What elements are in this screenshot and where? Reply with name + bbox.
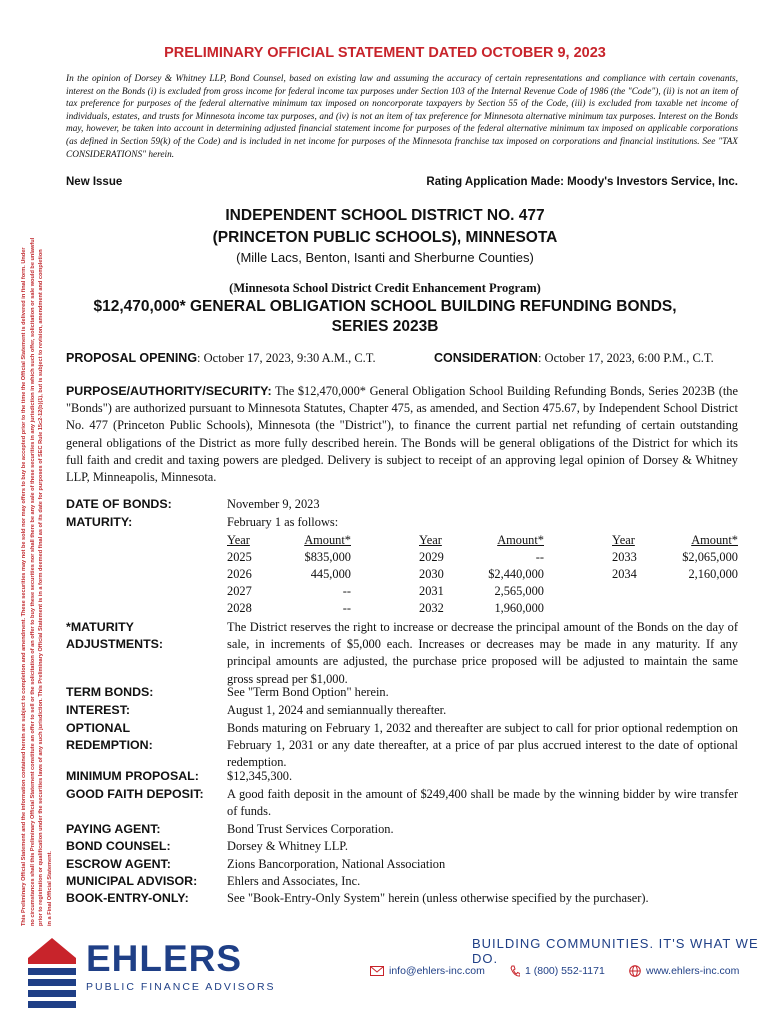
purpose-label: PURPOSE/AUTHORITY/SECURITY: <box>66 384 272 398</box>
maturity-amount: 2,160,000 <box>688 567 738 581</box>
maturity-year: 2026 <box>227 567 252 581</box>
redemption-label <box>66 720 153 754</box>
adjustments-value: The District reserves the right to increase or decrease the principal amount of the Bonds on the day of sale, in increments of $5,000 each. Increases or decreases may be made in any maturity. If any principal amounts are adjusted, the purchase price proposed will be adjusted to maintain the same gross spread per $1,000. <box>227 620 738 686</box>
maturity-amount: $2,440,000 <box>488 567 544 581</box>
bonds-title-line2: SERIES 2023B <box>331 318 439 335</box>
book-entry-value: See "Book-Entry-Only System" herein (unless otherwise specified by the purchaser). <box>227 891 649 905</box>
issue-row <box>66 176 738 188</box>
amount-header: Amount* <box>304 533 351 547</box>
interest-value: August 1, 2024 and semiannually thereafter. <box>227 703 447 717</box>
consideration-value: : October 17, 2023, 6:00 P.M., C.T. <box>537 351 714 365</box>
phone-icon <box>510 965 520 977</box>
tax-opinion: In the opinion of Dorsey & Whitney LLP, Bond Counsel, based on existing law and assuming the accuracy of certain representations and compliance with certain covenants, interest on the Bonds (i) is excluded from gross income for federal income tax purposes under Section 103 of the Internal Revenue Code of 1986 (the "Code"), (ii) is not an item of tax preference for purposes of the federal alternative minimum tax imposed on noncorporate taxpayers by Section 55 of the Code, (iii) is excluded from taxable net income of individuals, estates, and trusts for Minnesota income tax purposes, and (iv) is not an item of tax preference for Minnesota alternative minimum tax purposes. Interest on the Bonds may, however, be taken into account in determining adjusted financial statement income for purposes of the federal alternative minimum tax imposed on applicable corporations (as defined in Section 59(k) of the Code) and is included in net income for purposes of the Minnesota franchise tax imposed on corporations and financial institutions. See "TAX CONSIDERATIONS" herein. <box>66 74 738 160</box>
rating-text: Rating Application Made: Moody's Investors Service, Inc. <box>426 176 738 188</box>
purpose-text: The $12,470,000* General Obligation School Building Refunding Bonds, Series 2023B (the "Bonds") are authorized pursuant to Minnesota Statutes, Chapter 475, as amended, and Section 475.67, by Independent School District No. 477 (Princeton Public Schools), Minnesota (the "District"), to finance the current partial net refunding of certain outstanding general obligations of the District as more fully described herein. The Bonds will be general obligations of the District for which its full faith and credit and taxing powers are pledged. Delivery is subject to receipt of an approving legal opinion of Dorsey & Whitney LLP, Minneapolis, Minnesota. <box>66 384 738 485</box>
side-disclaimer-line: no circumstances shall this Preliminary Official Statement constitute an offer to sell or the solicitation of an offer to buy these securities nor shall there be any sale of these securities in any jurisdiction in which such offer, solicitation or sale would be unlawful <box>29 237 36 926</box>
globe-icon <box>629 965 641 977</box>
good-faith-value: A good faith deposit in the amount of $249,400 shall be made by the winning bidder by wire transfer of funds. <box>227 787 738 819</box>
maturity-year: 2025 <box>227 550 252 564</box>
maturity-year: 2032 <box>419 601 444 615</box>
purpose-paragraph <box>66 383 738 486</box>
redemption-label-line1: OPTIONAL <box>66 721 131 735</box>
program: (Minnesota School District Credit Enhancement Program) <box>229 281 541 295</box>
side-disclaimer-line: prior to registration or qualification under the securities laws of any such jurisdiction. This Preliminary Official Statement is in a form deemed final as of its date for purposes of SEC Rule 15c2-12(b)(1), but is subject to revision, amendment and completion <box>38 249 45 926</box>
logo-bar <box>28 990 76 997</box>
maturity-amount: 1,960,000 <box>494 601 544 615</box>
maturity-year: 2029 <box>419 550 444 564</box>
logo-wordmark: EHLERS <box>86 938 243 979</box>
maturity-amount: $2,065,000 <box>682 550 738 564</box>
redemption-label-line2: REDEMPTION: <box>66 738 153 753</box>
year-header: Year <box>419 533 442 547</box>
maturity-year: 2033 <box>612 550 637 564</box>
contact-email[interactable] <box>370 965 485 977</box>
bonds-title-line1: $12,470,000* GENERAL OBLIGATION SCHOOL BUILDING REFUNDING BONDS, <box>93 298 677 315</box>
adjustments-label-line2: ADJUSTMENTS: <box>66 637 164 652</box>
consideration-label: CONSIDERATION <box>434 351 538 365</box>
maturity-value: February 1 as follows: <box>227 515 339 529</box>
municipal-advisor-value: Ehlers and Associates, Inc. <box>227 874 361 888</box>
adjustments-label <box>66 619 163 653</box>
new-issue-label: New Issue <box>66 176 123 188</box>
bond-counsel-value: Dorsey & Whitney LLP. <box>227 839 348 853</box>
mail-icon <box>370 966 384 976</box>
district-title: INDEPENDENT SCHOOL DISTRICT NO. 477 <box>225 207 545 224</box>
proposal-opening-label: PROPOSAL OPENING <box>66 351 198 365</box>
maturity-label: MATURITY: <box>66 515 133 529</box>
paying-agent-value: Bond Trust Services Corporation. <box>227 822 394 836</box>
adjustments-label-line1: *MATURITY <box>66 620 134 634</box>
email-text: info@ehlers-inc.com <box>389 965 485 977</box>
maturity-amount: $835,000 <box>304 550 351 564</box>
interest-label: INTEREST: <box>66 703 131 717</box>
proposal-opening-value: : October 17, 2023, 9:30 A.M., C.T. <box>197 351 376 365</box>
maturity-amount: -- <box>342 584 351 598</box>
bond-counsel-label: BOND COUNSEL: <box>66 839 171 853</box>
maturity-amount: -- <box>535 550 544 564</box>
book-entry-label: BOOK-ENTRY-ONLY: <box>66 891 189 905</box>
phone-text: 1 (800) 552-1171 <box>525 965 605 977</box>
year-header: Year <box>227 533 250 547</box>
year-header: Year <box>612 533 635 547</box>
side-disclaimer-line: in a Final Official Statement. <box>46 851 53 926</box>
page-title: PRELIMINARY OFFICIAL STATEMENT DATED OCTOBER 9, 2023 <box>164 45 606 61</box>
date-label: DATE OF BONDS: <box>66 497 172 511</box>
maturity-year: 2034 <box>612 567 637 581</box>
logo-bar <box>28 979 76 986</box>
counties: (Mille Lacs, Benton, Isanti and Sherburne Counties) <box>236 250 534 265</box>
logo-subtitle: PUBLIC FINANCE ADVISORS <box>86 981 276 993</box>
paying-agent-label: PAYING AGENT: <box>66 822 161 836</box>
maturity-year: 2031 <box>419 584 444 598</box>
maturity-amount: 2,565,000 <box>494 584 544 598</box>
logo-bar <box>28 968 76 975</box>
minimum-proposal-label: MINIMUM PROPOSAL: <box>66 769 199 783</box>
minimum-proposal-value: $12,345,300. <box>227 769 293 783</box>
municipal-advisor-label: MUNICIPAL ADVISOR: <box>66 874 198 888</box>
logo-roof <box>28 938 76 964</box>
amount-header: Amount* <box>497 533 544 547</box>
maturity-year: 2028 <box>227 601 252 615</box>
escrow-agent-label: ESCROW AGENT: <box>66 857 171 871</box>
contact-phone[interactable] <box>510 965 605 977</box>
term-bonds-label: TERM BONDS: <box>66 685 154 699</box>
side-disclaimer-line: This Preliminary Official Statement and the information contained herein are subject to completion and amendment. These securities may not be sold nor may offers to buy be accepted prior to the time the Official Statement is delivered in final form. Under <box>21 247 27 926</box>
web-text: www.ehlers-inc.com <box>646 965 740 977</box>
district-name: (PRINCETON PUBLIC SCHOOLS), MINNESOTA <box>212 229 558 246</box>
maturity-amount: 445,000 <box>310 567 351 581</box>
contact-web[interactable] <box>629 965 739 977</box>
tagline: BUILDING COMMUNITIES. IT'S WHAT WE DO. <box>472 936 759 966</box>
good-faith-label: GOOD FAITH DEPOSIT: <box>66 787 204 801</box>
proposal-row <box>66 351 738 366</box>
logo-bar <box>28 1001 76 1008</box>
escrow-agent-value: Zions Bancorporation, National Association <box>227 857 446 871</box>
consideration <box>434 351 714 366</box>
maturity-year: 2027 <box>227 584 252 598</box>
date-value: November 9, 2023 <box>227 497 320 511</box>
proposal-opening <box>66 351 376 365</box>
maturity-year: 2030 <box>419 567 444 581</box>
amount-header: Amount* <box>691 533 738 547</box>
side-disclaimer <box>20 68 58 926</box>
term-bonds-value: See "Term Bond Option" herein. <box>227 685 389 699</box>
maturity-amount: -- <box>342 601 351 615</box>
redemption-value: Bonds maturing on February 1, 2032 and thereafter are subject to call for prior optional redemption on February 1, 2031 or any date thereafter, at a price of par plus accrued interest to the date of optional redemption. <box>227 721 738 770</box>
